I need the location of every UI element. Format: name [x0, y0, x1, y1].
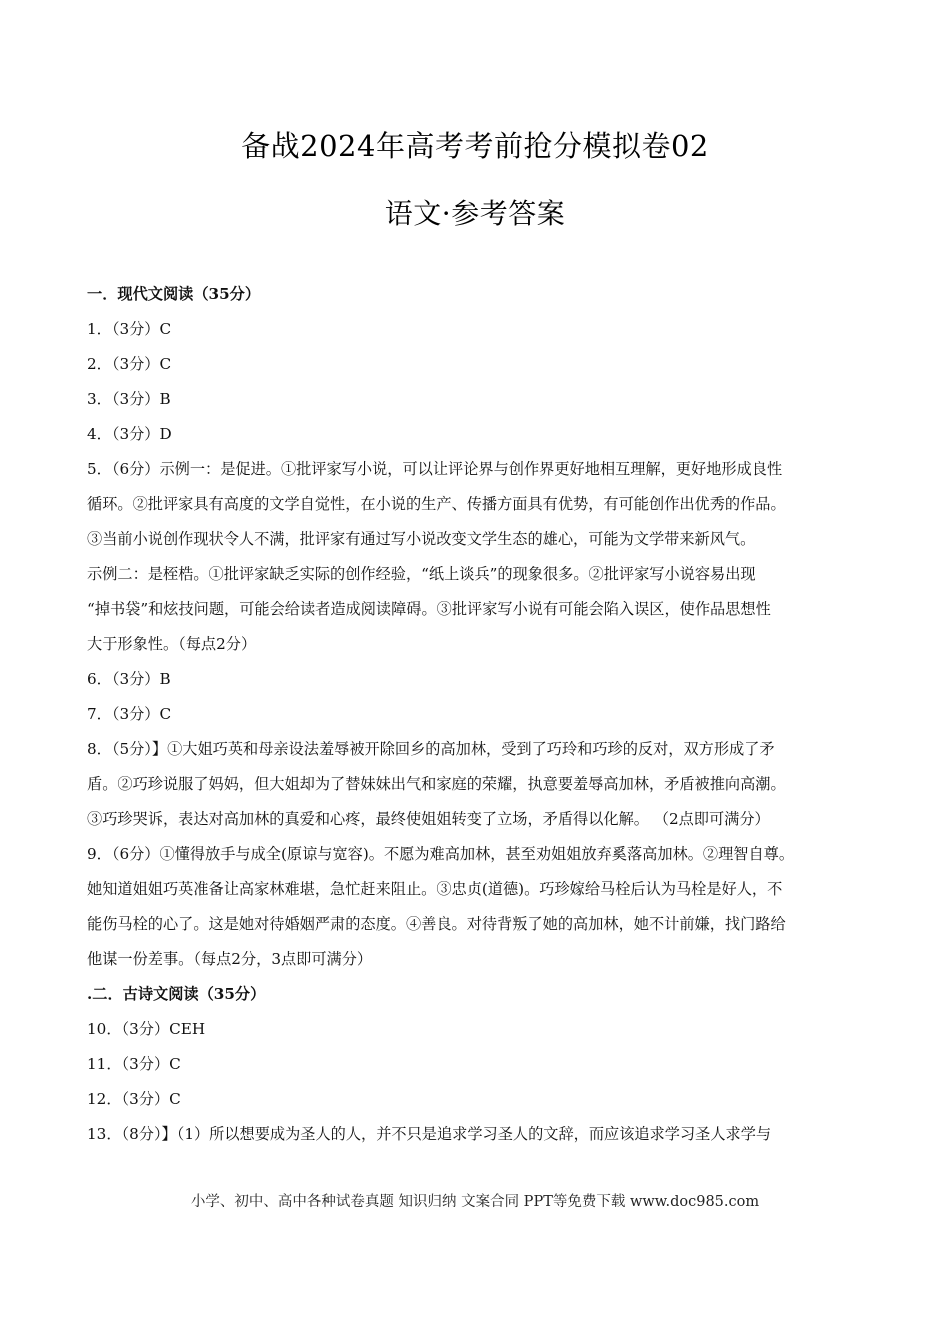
text-line: 她知道姐姐巧英准备让高家林难堪，急忙赶来阻止。③忠贞(道德)。巧珍嫁给马栓后认为马栓是好人，不: [87, 880, 783, 898]
document-subtitle: 语文·参考答案: [384, 197, 566, 230]
text-line: 循环。②批评家具有高度的文学自觉性，在小说的生产、传播方面具有优势，有可能创作出优秀的作品。: [87, 495, 786, 513]
answer-line: 6．（3分）B: [87, 670, 171, 688]
page-footer: 小学、初中、高中各种试卷真题 知识归纳 文案合同 PPT等免费下载 www.doc985.com: [190, 1194, 760, 1210]
answer-line: 8．（5分）】①大姐巧英和母亲设法羞辱被开除回乡的高加林，受到了巧玲和巧珍的反对，双方形成了矛: [87, 740, 775, 758]
answer-line: 13．（8分）】（1）所以想要成为圣人的人，并不只是追求学习圣人的文辞，而应该追求学习圣人求学与: [87, 1125, 772, 1143]
answer-line: 9．（6分）①懂得放手与成全(原谅与宽容)。不愿为难高加林，甚至劝姐姐放弃奚落高加林。②理智自尊。: [87, 845, 795, 863]
document-title: 备战2024年高考考前抢分模拟卷02: [241, 129, 709, 163]
answer-line: 12．（3分）C: [87, 1090, 181, 1108]
answer-body: [87, 277, 867, 1152]
text-line: 他谋一份差事。（每点2分，3点即可满分）: [87, 950, 373, 968]
answer-line: 1．（3分）C: [87, 320, 172, 338]
answer-line: 7．（3分）C: [87, 705, 172, 723]
text-line: “掉书袋”和炫技问题，可能会给读者造成阅读障碍。③批评家写小说有可能会陷入误区，使作品思想性: [87, 600, 771, 618]
section-heading: .二．古诗文阅读（35分）: [87, 985, 266, 1003]
answer-line: 3．（3分）B: [87, 390, 171, 408]
text-line: 示例二：是桎梏。①批评家缺乏实际的创作经验，“纸上谈兵”的现象很多。②批评家写小说容易出现: [87, 565, 756, 583]
answer-line: 2．（3分）C: [87, 355, 172, 373]
answer-line: 11．（3分）C: [87, 1055, 181, 1073]
answer-line: 4．（3分）D: [87, 425, 172, 443]
text-line: 盾。②巧珍说服了妈妈，但大姐却为了替妹妹出气和家庭的荣耀，执意要羞辱高加林，矛盾被推向高潮。: [87, 775, 786, 793]
text-line: 能伤马栓的心了。这是她对待婚姻严肃的态度。④善良。对待背叛了她的高加林，她不计前嫌，找门路给: [87, 915, 786, 933]
answer-line: 10．（3分）CEH: [87, 1020, 206, 1038]
text-line: 大于形象性。（每点2分）: [87, 635, 257, 653]
section-heading: 一．现代文阅读（35分）: [87, 285, 261, 303]
text-line: ③当前小说创作现状令人不满，批评家有通过写小说改变文学生态的雄心，可能为文学带来新风气。: [87, 530, 756, 548]
text-line: ③巧珍哭诉，表达对高加林的真爱和心疼，最终使姐姐转变了立场，矛盾得以化解。 （2点即可满分）: [87, 810, 770, 828]
answer-line: 5．（6分）示例一：是促进。①批评家写小说，可以让评论界与创作界更好地相互理解，更好地形成良性: [87, 460, 783, 478]
